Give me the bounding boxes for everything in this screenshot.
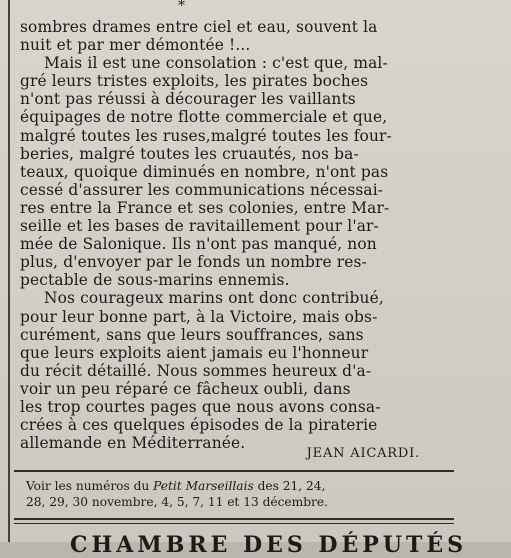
author-signature: JEAN AICARDI. (306, 446, 420, 461)
divider-rule-double-bottom (14, 523, 454, 524)
article-line: res entre la France et ses colonies, entre Mar- (20, 198, 390, 217)
article-line: malgré toutes les ruses,malgré toutes les four- (20, 126, 392, 145)
article-line: Mais il est une consolation : c'est que, mal- (44, 54, 388, 73)
article-line: seille et les bases de ravitaillement pour l'ar- (20, 217, 379, 236)
article-line: pectable de sous-marins ennemis. (20, 271, 290, 290)
article-line: les trop courtes pages que nous avons consa- (20, 397, 381, 416)
note-dates-1: des 21, 24, (253, 479, 326, 493)
article-line: n'ont pas réussi à décourager les vaillants (20, 90, 356, 109)
article-line: teaux, quoique diminués en nombre, n'ont pas (20, 162, 389, 181)
reference-note (26, 478, 456, 510)
article-line: nuit et par mer démontée !... (20, 36, 251, 55)
journal-name: Petit Marseillais (153, 479, 254, 493)
top-mark: * (178, 0, 185, 14)
article-line: allemande en Méditerranée. (20, 434, 246, 453)
divider-rule-double-top (14, 518, 454, 520)
article-line: cessé d'assurer les communications nécessai- (20, 180, 384, 199)
article-line: que leurs exploits aient jamais eu l'honneur (20, 343, 369, 362)
article-body (20, 18, 460, 452)
article-line: beries, malgré toutes les cruautés, nos ba- (20, 144, 359, 163)
article-line: mée de Salonique. Ils n'ont pas manqué, non (20, 235, 377, 254)
reference-note-line-1 (26, 478, 456, 494)
article-line: équipages de notre flotte commerciale et que, (20, 108, 388, 127)
article-line: Nos courageux marins ont donc contribué, (44, 289, 384, 308)
next-section-heading: CHAMBRE DES DÉPUTÉS (70, 532, 468, 558)
article-line: crées à ces quelques épisodes de la piraterie (20, 416, 378, 435)
article-line: pour leur bonne part, à la Victoire, mais obs- (20, 307, 378, 326)
article-line: du récit détaillé. Nous sommes heureux d'a- (20, 361, 372, 380)
note-prefix: Voir les numéros du (26, 479, 154, 493)
divider-rule (14, 470, 454, 472)
article-line: curément, sans que leurs souffrances, sans (20, 325, 364, 344)
reference-note-line-2: 28, 29, 30 novembre, 4, 5, 7, 11 et 13 décembre. (26, 495, 328, 509)
article-line: voir un peu réparé ce fâcheux oubli, dans (20, 379, 351, 398)
article-line: sombres drames entre ciel et eau, souvent la (20, 18, 378, 36)
article-line: plus, d'envoyer par le fonds un nombre res- (20, 253, 367, 272)
article-line: gré leurs tristes exploits, les pirates boches (20, 72, 369, 91)
